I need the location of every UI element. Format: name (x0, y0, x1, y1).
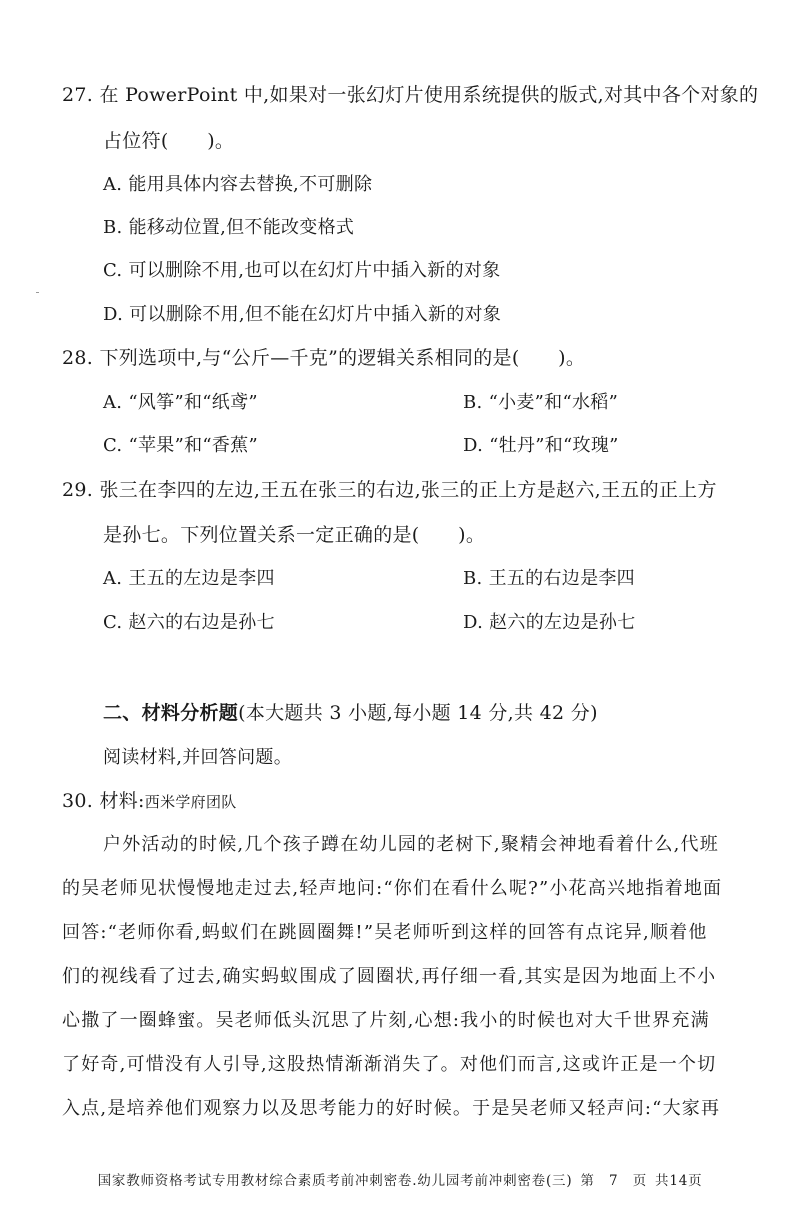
q30-material-line-1: 户外活动的时候,几个孩子蹲在幼儿园的老树下,聚精会神地看着什么,代班 (103, 834, 719, 855)
q28-stem: 28. 下列选项中,与“公斤—千克”的逻辑关系相同的是( )。 (62, 347, 586, 369)
q27-stem-line2: 占位符( )。 (103, 130, 235, 152)
q29-stem-line2: 是孙七。下列位置关系一定正确的是( )。 (103, 524, 486, 546)
q30-material-line-6: 了好奇,可惜没有人引导,这股热情渐渐消失了。对他们而言,这或许正是一个切 (62, 1054, 717, 1075)
q27-option-a: A. 能用具体内容去替换,不可删除 (103, 174, 373, 195)
q30-material-line-4: 们的视线看了过去,确实蚂蚁围成了圆圈状,再仔细一看,其实是因为地面上不小 (62, 966, 717, 987)
q28-option-b: B. “小麦”和“水稻” (463, 392, 619, 413)
q30-material-line-5: 心撒了一圈蜂蜜。吴老师低头沉思了片刻,心想:我小的时候也对大千世界充满 (62, 1010, 710, 1031)
q30-material-line-7: 入点,是培养他们观察力以及思考能力的好时候。于是吴老师又轻声问:“大家再 (62, 1098, 721, 1119)
q27-stem-line1: 27. 在 PowerPoint 中,如果对一张幻灯片使用系统提供的版式,对其中各个对象的 (62, 84, 759, 106)
q28-option-c: C. “苹果”和“香蕉” (103, 435, 258, 456)
q30-label: 30. 材料: (62, 790, 145, 812)
q30-material-line-3: 回答:“老师你看,蚂蚁们在跳圆圈舞!”吴老师听到这样的回答有点诧异,顺着他 (62, 922, 708, 943)
footer-page-number: 第 7 页 (580, 1173, 648, 1189)
footer-title: 国家教师资格考试专用教材综合素质考前冲刺密卷.幼儿园考前冲刺密卷(三) (97, 1173, 573, 1189)
page-footer (0, 1169, 800, 1189)
section2-title: 二、材料分析题 (103, 702, 239, 724)
q27-option-d: D. 可以删除不用,但不能在幻灯片中插入新的对象 (103, 304, 502, 325)
q29-option-c: C. 赵六的右边是孙七 (103, 612, 275, 633)
section2-note: (本大题共 3 小题,每小题 14 分,共 42 分) (238, 702, 598, 724)
q28-option-a: A. “风筝”和“纸鸢” (103, 392, 258, 413)
q29-option-a: A. 王五的左边是李四 (103, 568, 275, 589)
q29-stem-line1: 29. 张三在李四的左边,王五在张三的右边,张三的正上方是赵六,王五的正上方 (62, 479, 717, 501)
q30-label-line (62, 788, 237, 815)
section2-heading (103, 700, 598, 726)
footer-total-pages: 共14页 (655, 1173, 703, 1189)
q28-option-d: D. “牡丹”和“玫瑰” (463, 435, 619, 456)
section2-instruction: 阅读材料,并回答问题。 (103, 747, 293, 768)
watermark-text: 西米学府团队 (144, 793, 237, 811)
q30-material-line-2: 的吴老师见状慢慢地走过去,轻声地问:“你们在看什么呢?”小花高兴地指着地面 (62, 878, 723, 899)
q27-option-c: C. 可以删除不用,也可以在幻灯片中插入新的对象 (103, 260, 501, 281)
q29-option-b: B. 王五的右边是李四 (463, 568, 635, 589)
q29-option-d: D. 赵六的左边是孙七 (463, 612, 636, 633)
scan-speck (36, 292, 39, 293)
q27-option-b: B. 能移动位置,但不能改变格式 (103, 217, 355, 238)
